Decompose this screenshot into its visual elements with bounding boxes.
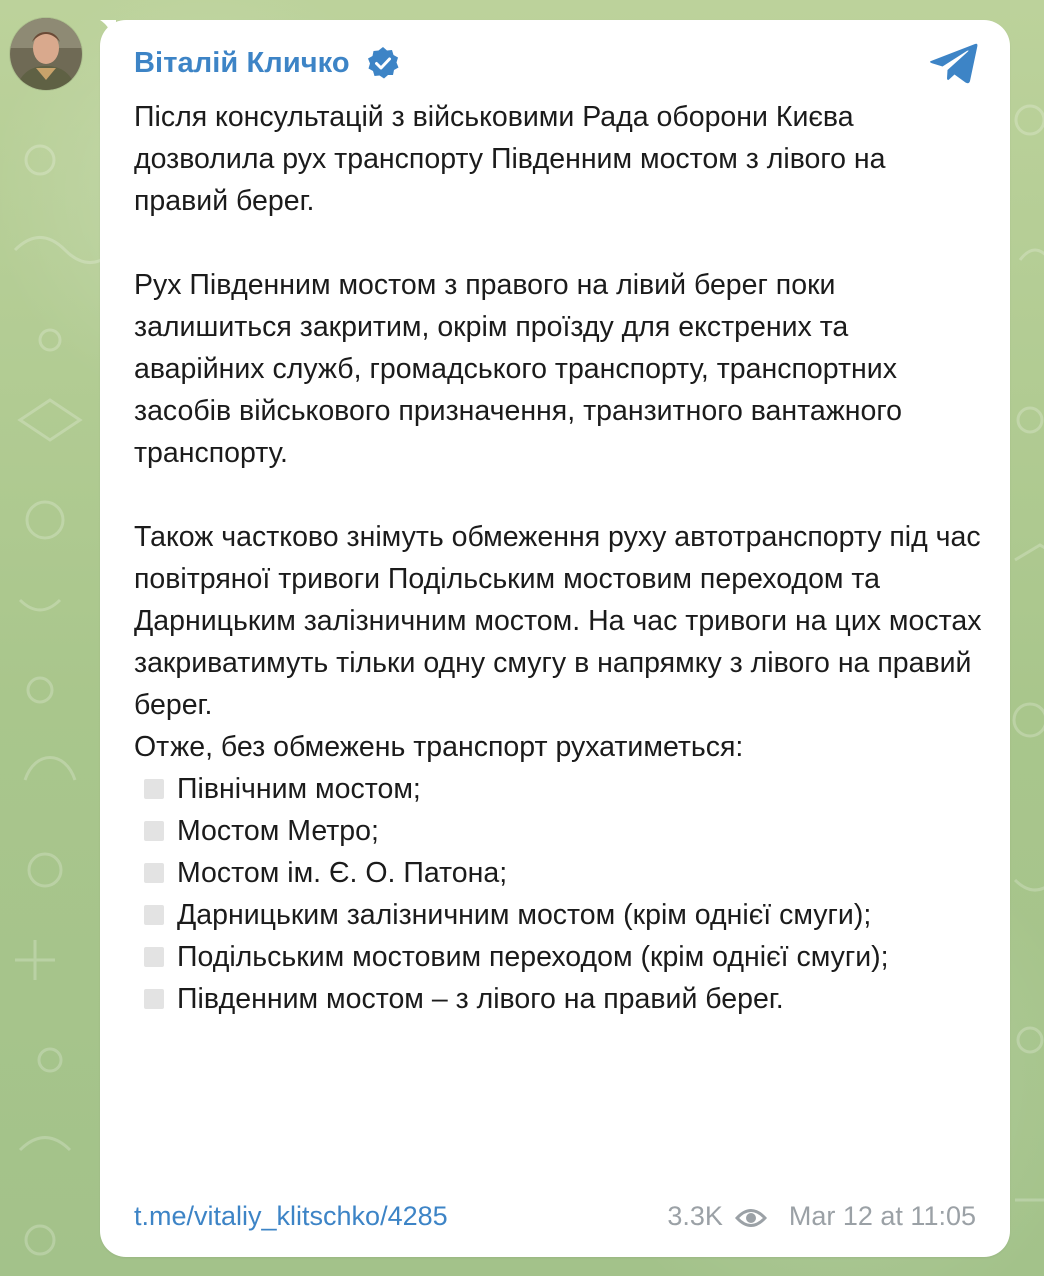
list-item: Дарницьким залізничним мостом (крім однієї смуги); [134,894,984,936]
telegram-plane-icon[interactable] [928,40,980,88]
square-bullet-icon [144,989,164,1009]
list-item: Південним мостом – з лівого на правий берег. [134,978,984,1020]
message-meta [667,1201,976,1232]
message-paragraph: Після консультацій з військовими Рада оборони Києва дозволила рух транспорту Південним мостом з лівого на правий берег. [134,101,886,217]
square-bullet-icon [144,905,164,925]
list-item: Мостом Метро; [134,810,984,852]
view-count: 3.3K [667,1200,723,1231]
list-item: Подільським мостовим переходом (крім однієї смуги); [134,936,984,978]
message-bubble [100,20,1010,1257]
square-bullet-icon [144,947,164,967]
post-link[interactable]: t.me/vitaliy_klitschko/4285 [134,1200,448,1231]
avatar[interactable] [10,18,82,90]
message-header [134,44,400,82]
list-item: Північним мостом; [134,768,984,810]
message-footer [134,1196,976,1236]
verified-badge-icon [366,46,400,80]
author-name[interactable]: Віталій Кличко [134,46,350,79]
square-bullet-icon [144,863,164,883]
message-timestamp: Mar 12 at 11:05 [788,1200,976,1231]
square-bullet-icon [144,779,164,799]
message-paragraph: Рух Південним мостом з правого на лівий берег поки залишиться закритим, окрім проїзду для екстрених та аварійних служб, громадського транспорту, транспортних засобів військового призначення, транзитного вантажного транспорту. [134,269,902,469]
list-item: Мостом ім. Є. О. Патона; [134,852,984,894]
avatar-photo [10,18,82,90]
eye-icon [735,1205,767,1227]
bridge-list [134,726,984,1020]
message-paragraph: Також частково знімуть обмеження руху автотранспорту під час повітряної тривоги Подільським мостовим переходом та Дарницьким залізничним мостом. На час тривоги на цих мостах закриватимуть тільки одну смугу в напрямку з лівого на правий берег. [134,521,982,721]
square-bullet-icon [144,821,164,841]
list-intro: Отже, без обмежень транспорт рухатиметься: [134,731,744,763]
message-text [134,96,984,1020]
